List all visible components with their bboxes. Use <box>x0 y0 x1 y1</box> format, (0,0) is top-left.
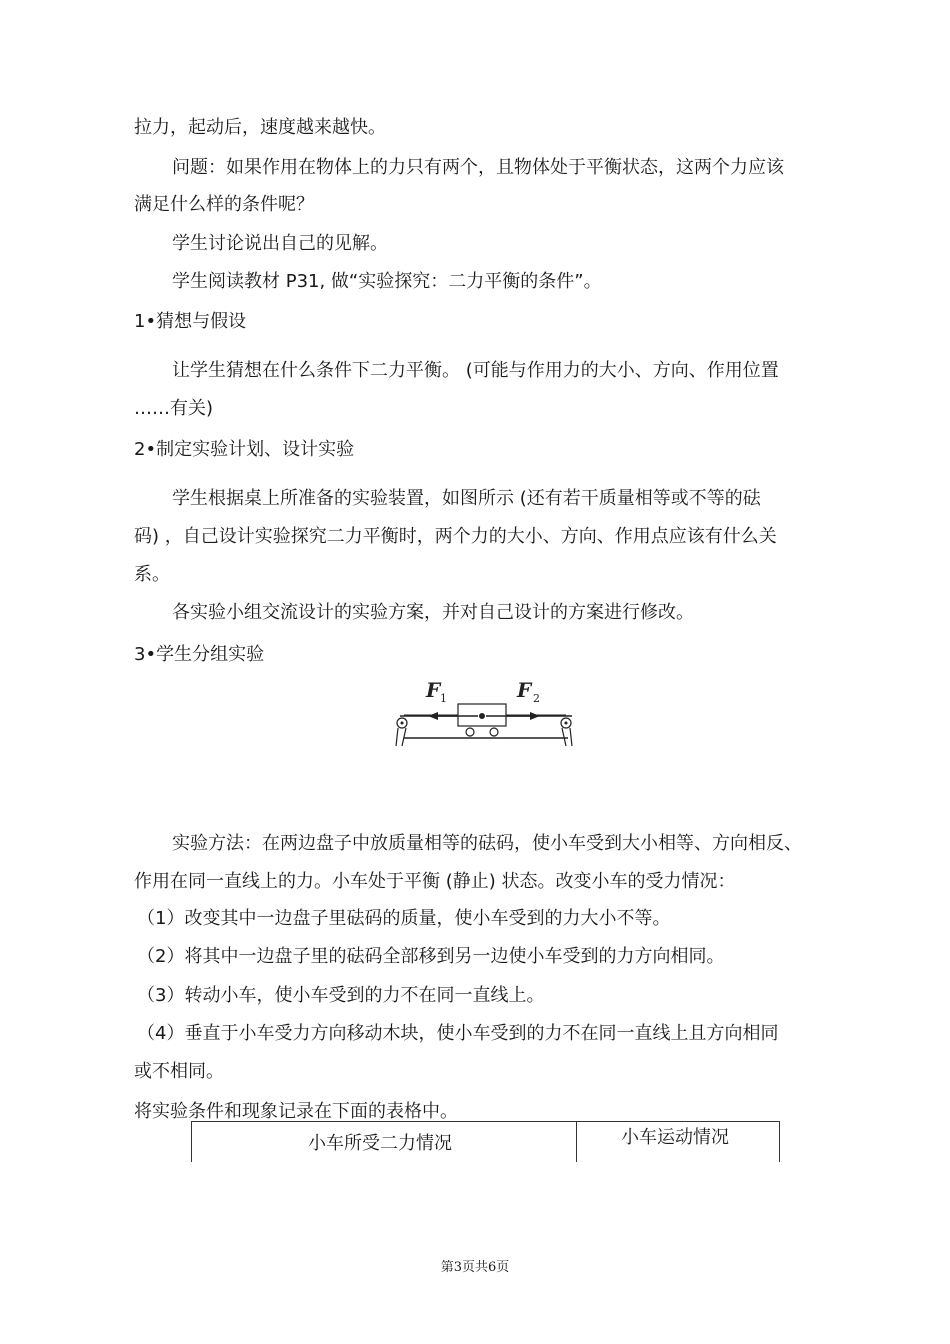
paragraph-line: 让学生猜想在什么条件下二力平衡。 (可能与作用力的大小、方向、作用位置 <box>172 360 779 381</box>
paragraph-line: 各实验小组交流设计的实验方案，并对自己设计的方案进行修改。 <box>172 602 694 623</box>
force-label-f2: F <box>517 678 532 702</box>
paragraph-line: 实验方法：在两边盘子中放质量相等的砝码，使小车受到大小相等、方向相反、 <box>172 833 802 854</box>
section-heading-3: 3•学生分组实验 <box>134 644 265 665</box>
pulley-right-axle <box>565 722 568 725</box>
list-item: （3）转动小车，使小车受到的力不在同一直线上。 <box>137 985 545 1006</box>
pulley-right-bracket <box>562 728 572 746</box>
force-label-f2-subscript: 2 <box>533 692 540 705</box>
table-column-divider <box>576 1122 577 1162</box>
force-label-f1: F <box>426 678 441 702</box>
table-border-left <box>191 1122 192 1162</box>
paragraph-line: 拉力，起动后，速度越来越快。 <box>134 117 386 138</box>
cart-center-point <box>479 713 485 719</box>
force-arrow-f1-head <box>428 712 438 720</box>
list-item: （4）垂直于小车受力方向移动木块，使小车受到的力不在同一直线上且方向相同 <box>137 1023 779 1044</box>
paragraph-line: 将实验条件和现象记录在下面的表格中。 <box>134 1101 458 1122</box>
pulley-left-bracket <box>396 728 406 746</box>
paragraph-line: 学生根据桌上所准备的实验装置，如图所示 (还有若干质量相等或不等的砝 <box>172 488 761 509</box>
list-item: （1）改变其中一边盘子里砝码的质量，使小车受到的力大小不等。 <box>137 908 671 929</box>
list-item-continuation: 或不相同。 <box>134 1061 224 1082</box>
paragraph-line: 系。 <box>134 564 170 585</box>
paragraph-line: 作用在同一直线上的力。小车处于平衡 (静止) 状态。改变小车的受力情况： <box>134 871 736 892</box>
question-line: 问题：如果作用在物体上的力只有两个，且物体处于平衡状态，这两个力应该 <box>172 157 784 178</box>
apparatus-figure <box>390 676 580 748</box>
list-item: （2）将其中一边盘子里的砝码全部移到另一边使小车受到的力方向相同。 <box>137 946 725 967</box>
cart-wheel-left <box>466 728 474 736</box>
paragraph-line: ……有关) <box>134 398 214 419</box>
force-arrow-f2-head <box>530 712 540 720</box>
table-border-right <box>779 1122 780 1162</box>
section-heading-2: 2•制定实验计划、设计实验 <box>134 439 355 460</box>
table-header-motion: 小车运动情况 <box>621 1127 729 1148</box>
force-label-f1-subscript: 1 <box>440 692 447 705</box>
record-table <box>191 1121 780 1162</box>
paragraph-line: 学生阅读教材 P31, 做“实验探究：二力平衡的条件”。 <box>172 271 602 292</box>
cart-wheel-right <box>490 728 498 736</box>
question-line: 满足什么样的条件呢？ <box>134 194 314 215</box>
pulley-left-axle <box>401 722 404 725</box>
table-header-forces: 小车所受二力情况 <box>308 1133 452 1154</box>
paragraph-line: 学生讨论说出自己的见解。 <box>172 233 388 254</box>
paragraph-line: 码) ，自己设计实验探究二力平衡时，两个力的大小、方向、作用点应该有什么关 <box>134 526 777 547</box>
section-heading-1: 1•猜想与假设 <box>134 311 247 332</box>
page-footer: 第3页共6页 <box>440 1260 510 1275</box>
